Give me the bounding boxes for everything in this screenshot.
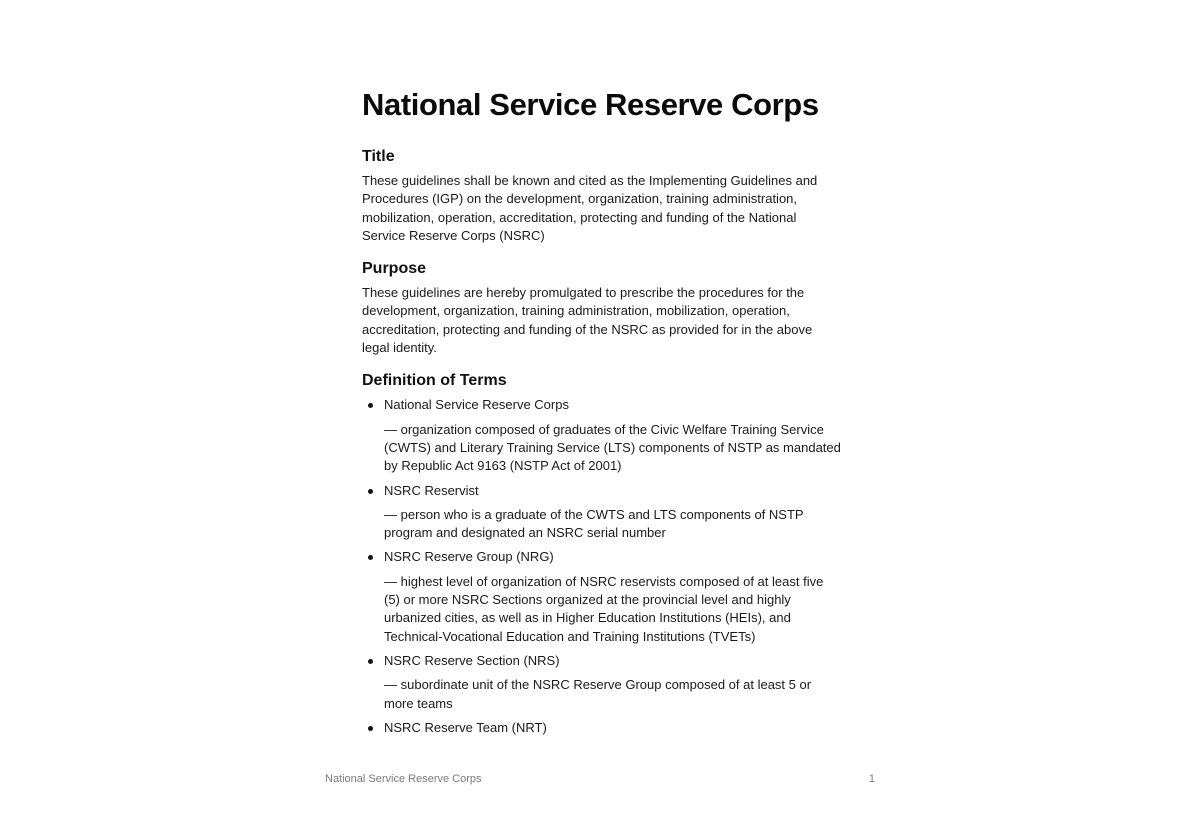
definition-term: National Service Reserve Corps	[384, 397, 569, 413]
definition-term: NSRC Reserve Group (NRG)	[384, 549, 554, 565]
definition-term: NSRC Reservist	[384, 482, 479, 498]
section-purpose	[362, 258, 842, 357]
definition-text: — highest level of organization of NSRC reservists composed of at least five (5) or more NSRC Sections organized at the provincial level and highly urbanized cities, as well as in Higher Education Institutions (HEIs), and Technical-Vocational Education and Training Institutions (TVETs)	[384, 573, 824, 644]
definition-text: — person who is a graduate of the CWTS and LTS components of NSTP program and designated an NSRC serial number	[384, 506, 804, 541]
page-footer	[325, 773, 875, 785]
list-item	[362, 482, 842, 543]
document-content	[362, 84, 842, 750]
list-item	[362, 719, 842, 737]
section-heading: Purpose	[362, 260, 427, 278]
section-body: These guidelines shall be known and cited as the Implementing Guidelines and Procedures (IGP) on the development, organization, training administration, mobilization, operation, accreditation, protecting and funding of the National Service Reserve Corps (NSRC)	[362, 173, 818, 243]
list-item	[362, 396, 842, 475]
list-item	[362, 652, 842, 713]
definition-term: NSRC Reserve Team (NRT)	[384, 719, 547, 735]
section-heading: Definition of Terms	[362, 372, 507, 390]
section-definitions	[362, 370, 842, 737]
section-body: These guidelines are hereby promulgated to prescribe the procedures for the development, organization, training administration, mobilization, operation, accreditation, protecting and funding of the NSRC as provided for in the above legal identity.	[362, 285, 813, 356]
footer-title: National Service Reserve Corps	[325, 773, 482, 785]
definition-term: NSRC Reserve Section (NRS)	[384, 652, 560, 668]
bullet-icon	[368, 403, 373, 408]
page-number: 1	[868, 773, 875, 785]
document-title: National Service Reserve Corps	[362, 87, 819, 122]
list-item	[362, 548, 842, 645]
definition-text: — subordinate unit of the NSRC Reserve Group composed of at least 5 or more teams	[384, 677, 812, 711]
section-title	[362, 146, 842, 245]
bullet-icon	[368, 659, 373, 664]
definition-text: — organization composed of graduates of the Civic Welfare Training Service (CWTS) and Literary Training Service (LTS) components of NSTP as mandated by Republic Act 9163 (NSTP Act of 2001)	[384, 421, 841, 474]
bullet-icon	[368, 726, 373, 731]
bullet-icon	[368, 555, 373, 560]
definitions-list	[362, 396, 842, 737]
section-heading: Title	[362, 148, 395, 165]
bullet-icon	[368, 489, 373, 494]
